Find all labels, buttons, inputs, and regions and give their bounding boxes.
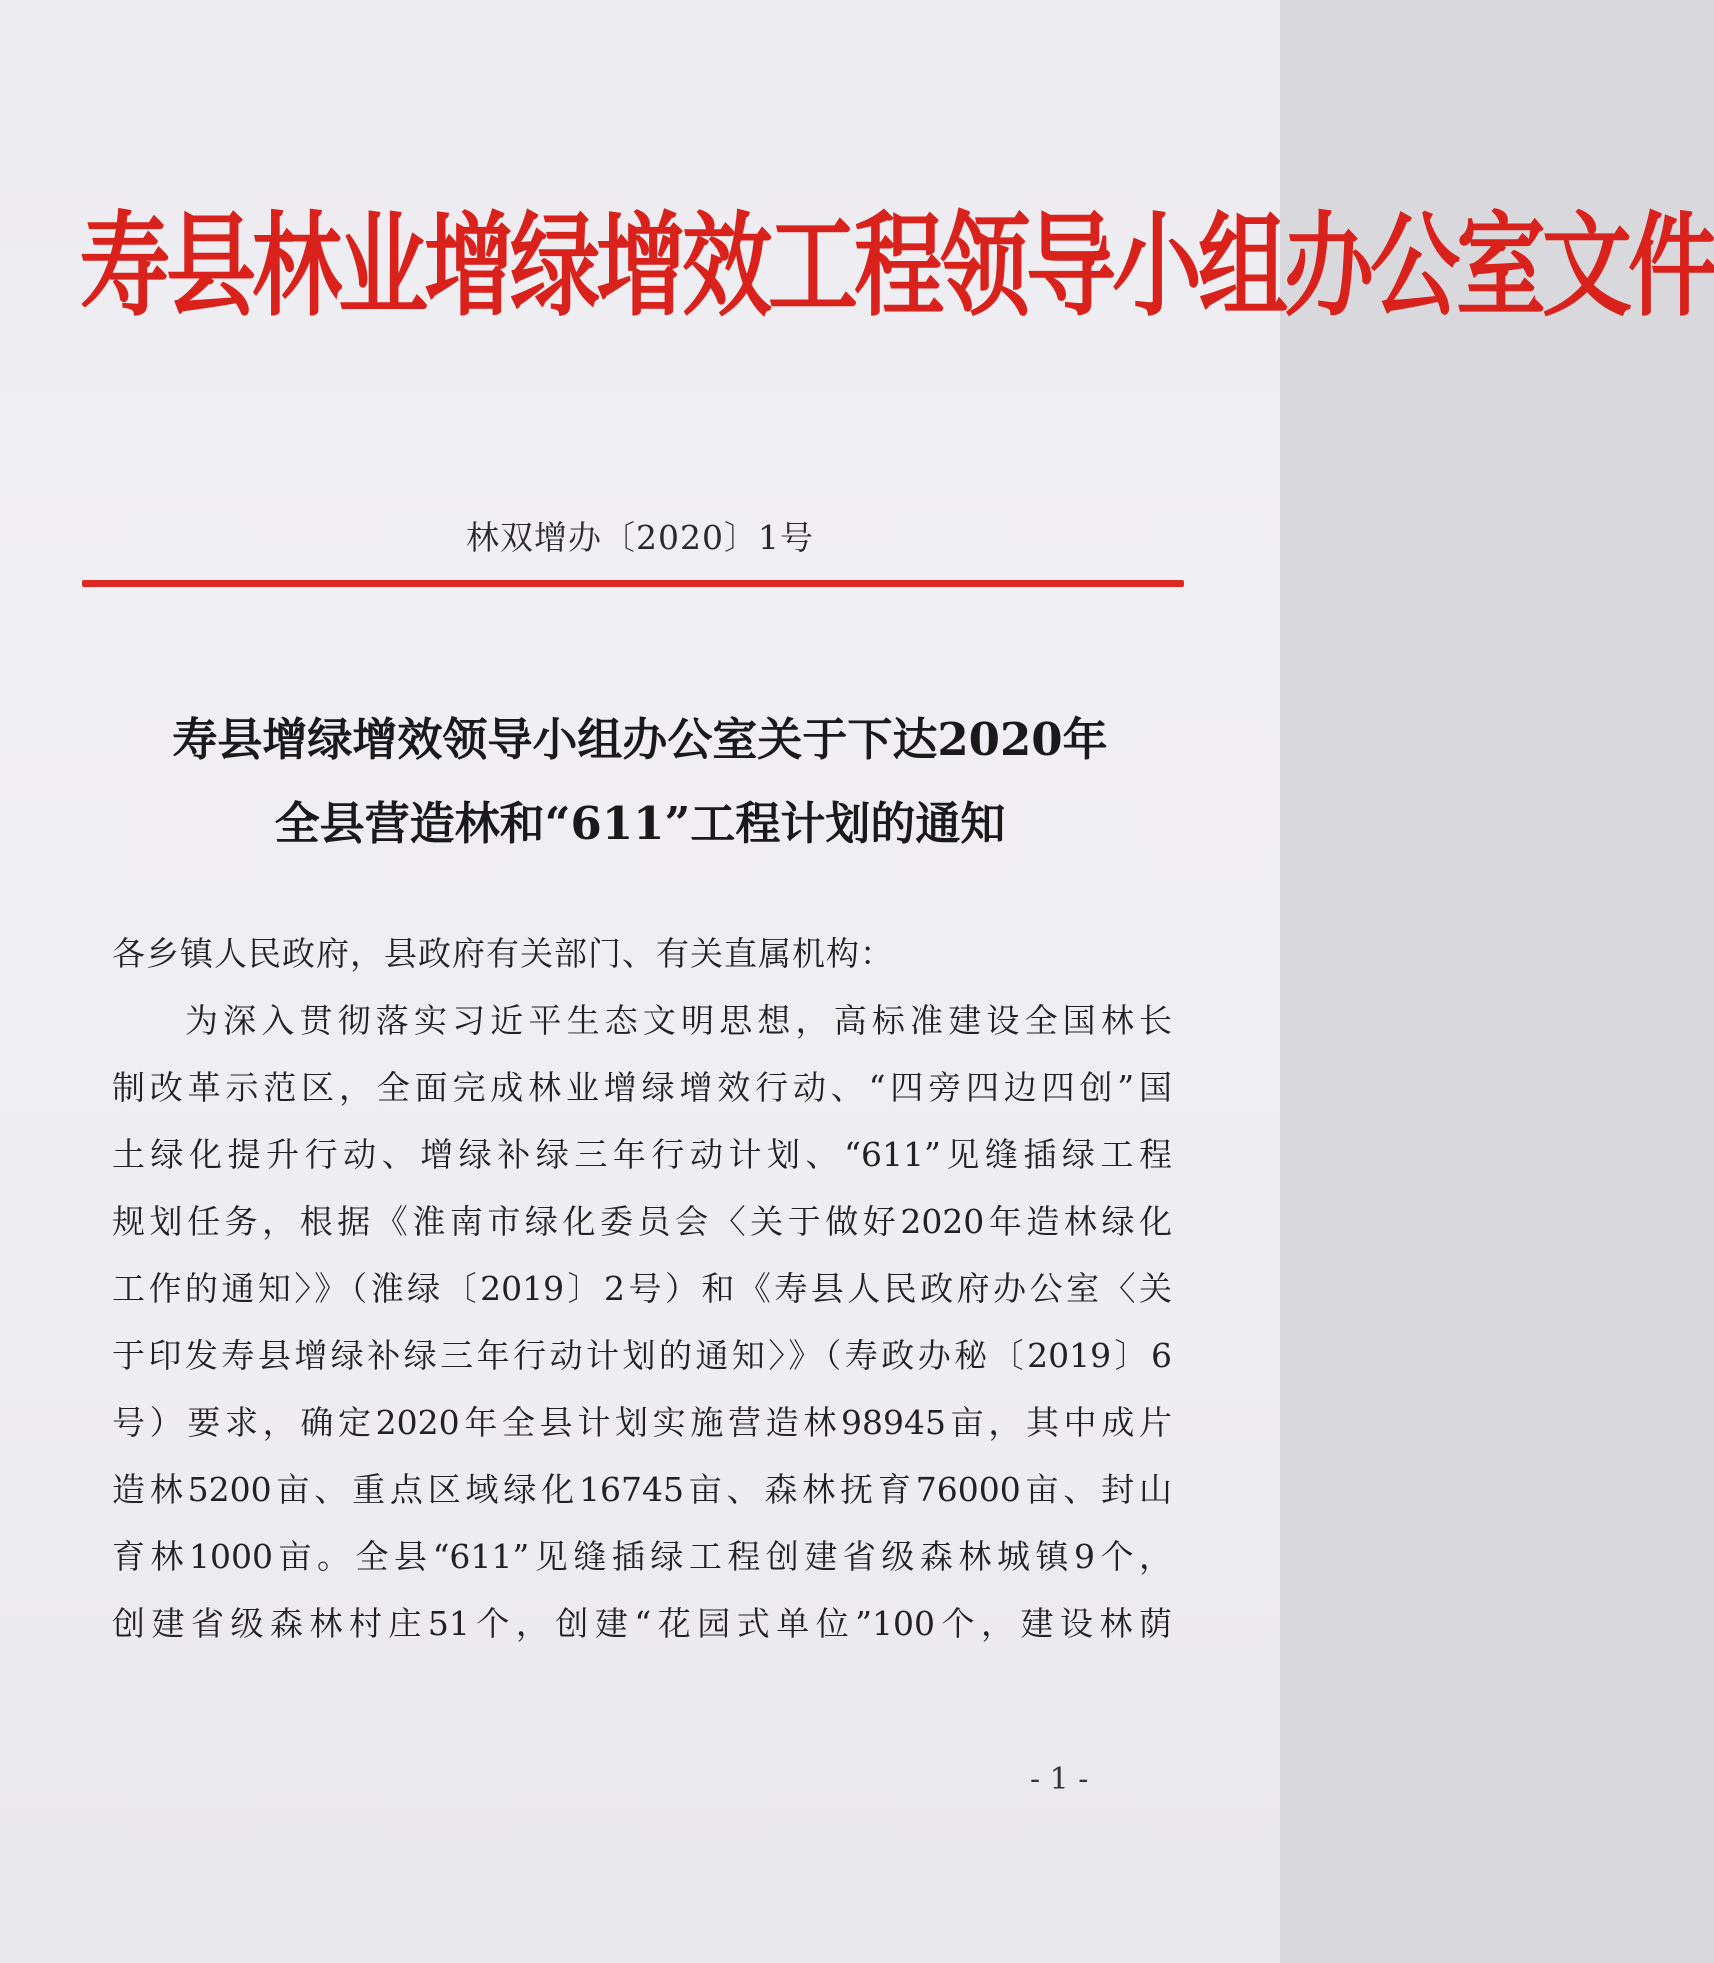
document-number: 林双增办〔2020〕1号 bbox=[466, 518, 814, 557]
page-number: - 1 - bbox=[1030, 1762, 1089, 1797]
salutation: 各乡镇人民政府，县政府有关部门、有关直属机构： bbox=[112, 934, 894, 973]
notice-title-line-1: 寿县增绿增效领导小组办公室关于下达2020年 bbox=[172, 713, 1108, 766]
body-line: 制改革示范区，全面完成林业增绿增效行动、“四旁四边四创”国 bbox=[112, 1068, 1172, 1107]
body-line: 工作的通知〉》（淮绿〔2019〕2号）和《寿县人民政府办公室〈关 bbox=[112, 1269, 1172, 1308]
body-line: 规划任务，根据《淮南市绿化委员会〈关于做好2020年造林绿化 bbox=[112, 1202, 1172, 1241]
body-line: 土绿化提升行动、增绿补绿三年行动计划、“611”见缝插绿工程 bbox=[112, 1135, 1172, 1174]
body-line: 创建省级森林村庄51个，创建“花园式单位”100个，建设林荫 bbox=[112, 1604, 1172, 1643]
notice-title-line-2: 全县营造林和“611”工程计划的通知 bbox=[274, 797, 1006, 850]
document-header: 寿县林业增绿增效工程领导小组办公室文件 bbox=[80, 200, 1714, 333]
body-line: 于印发寿县增绿补绿三年行动计划的通知〉》（寿政办秘〔2019〕6 bbox=[112, 1336, 1172, 1375]
red-divider-line bbox=[82, 580, 1184, 587]
body-line: 号）要求，确定2020年全县计划实施营造林98945亩，其中成片 bbox=[112, 1403, 1172, 1442]
body-line: 造林5200亩、重点区域绿化16745亩、森林抚育76000亩、封山 bbox=[112, 1470, 1172, 1509]
body-line: 为深入贯彻落实习近平生态文明思想，高标准建设全国林长 bbox=[185, 1001, 1172, 1040]
body-line: 育林1000亩。全县“611”见缝插绿工程创建省级森林城镇9个， bbox=[112, 1537, 1172, 1576]
